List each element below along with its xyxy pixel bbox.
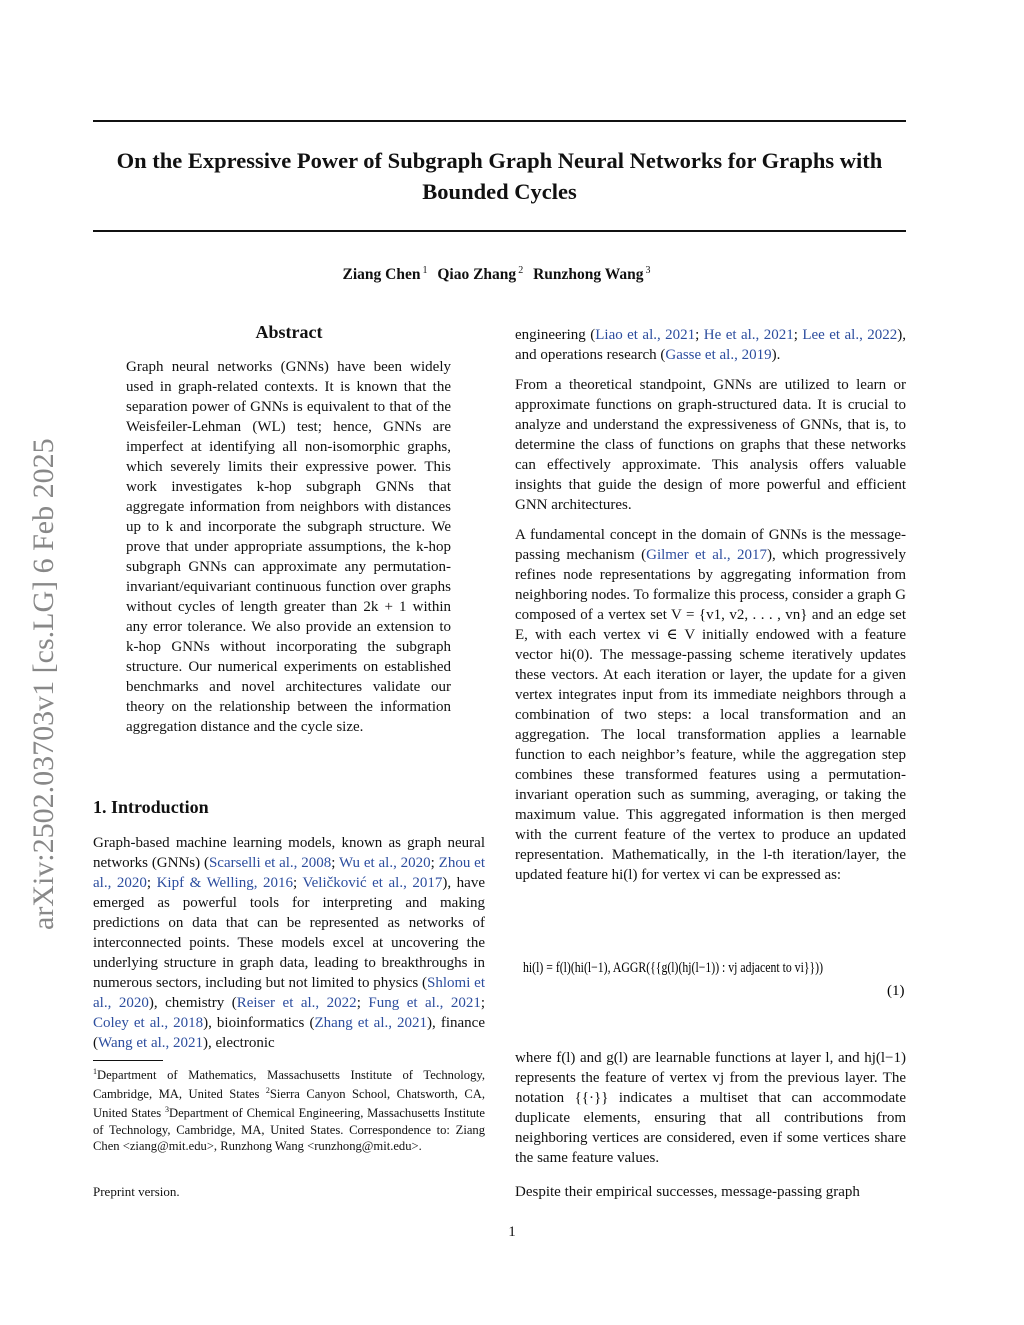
abstract-text: Graph neural networks (GNNs) have been widely used in graph-related contexts. It is known that the separation power of GNNs is equivalent to that of the Weisfeiler-Lehman (WL) test; hence, GNNs are imperfect at identifying all non-isomorphic graphs, which severely limits their expressive power. This work investigates k-hop subgraph GNNs that aggregate information from neighbors with distances up to k and incorporate the subgraph structure. We prove that under appropriate assumptions, the k-hop subgraph GNNs can approximate any permutation-invariant/equivariant continuous function over graphs without cycles of length greater than 2k + 1 within any error tolerance. We also provide an extension to k-hop GNNs without incorporating the subgraph structure. Our numerical experiments on established benchmarks and novel architectures validate our theory on the relationship between the information aggregation distance and the cycle size. xyxy=(126,359,451,735)
text-span: ), have emerged as powerful tools for interpreting and making predictions on data that can be represented as networks of interconnected points. These models excel at uncovering the underlying structure in graph data, leading to breakthroughs in numerous sectors, including but not limited to physics ( xyxy=(93,875,485,991)
author-affiliation: 1 xyxy=(422,265,428,276)
page-number: 1 xyxy=(508,1224,516,1240)
text-span: ), bioinformatics ( xyxy=(203,1015,315,1031)
citation-link[interactable]: Wang et al., 2021 xyxy=(98,1035,204,1051)
text-span: ), chemistry ( xyxy=(148,995,237,1011)
equation-1 xyxy=(515,950,906,1045)
text-span: A fundamental concept in the domain of GNNs is the message-passing mechanism ( xyxy=(515,527,906,563)
citation-link[interactable]: Scarselli et al., 2008 xyxy=(208,855,332,871)
affiliation-footnote: $^1$Department of Mathematics, Massachusetts Institute of Technology, Cambridge, MA, United States $^2$Sierra Canyon School, Chatsworth, CA, United States $^3$Department of Chemical Engineering, Massachusetts Institute of Technology, Cambridge, MA, United States. Correspondence to: Ziang Chen <ziang@mit.edu>, Runzhong Wang <runzhong@mit.edu>. xyxy=(93,1067,485,1153)
citation-link[interactable]: Kipf & Welling, 2016 xyxy=(156,875,293,891)
text-span: ), which progressively refines node representations by aggregating information from neighboring nodes. To formalize this process, consider a graph G composed of a vertex set V = {v1, v2, . . . , vn} and an edge set E, with each vertex vi ∈ V initially endowed with a feature vector hi(0). The message-passing scheme iteratively updates these vectors. At each iteration or layer, the update for a given vertex integrates input from its immediate neighbors through a combination of two steps: a local transformation and an aggregation. The local transformation applies a learnable function to each neighbor’s feature, while the aggregation step combines these transformed features using a permutation-invariant operation such as summing, averaging, or taking the maximum value. This aggregated information is then merged with the current feature of the vertex to produce an updated representation. Mathematically, in the l-th iteration/layer, the updated feature hi(l) for vertex vi can be expressed as: xyxy=(515,547,907,883)
paragraph-text: From a theoretical standpoint, GNNs are utilized to learn or approximate functions on graph-structured data. It is crucial to analyze and understand the expressiveness of GNNs, that is, to determine the class of functions on graphs that these networks can effectively approximate. This analysis offers valuable insights that guide the design of more powerful and efficient GNN architectures. xyxy=(515,377,906,513)
preprint-note: Preprint version. xyxy=(93,1184,180,1199)
author-affiliation: 2 xyxy=(518,265,524,276)
citation-link[interactable]: Liao et al., 2021 xyxy=(595,327,696,343)
footnote-text: Department of Chemical Engineering, Massachusetts Institute of Technology, Cambridge, MA, United States. Correspondence to: Ziang Chen <ziang@mit.edu>, Runzhong Wang <runzhong@mit.edu>. xyxy=(93,1106,485,1153)
paper-title: On the Expressive Power of Subgraph Graph Neural Networks for Graphs with Bounded Cycles xyxy=(116,148,883,204)
citation-link[interactable]: Gasse et al., 2019 xyxy=(665,347,772,363)
text-span: Graph-based machine learning models, known as graph neural networks (GNNs) ( xyxy=(93,835,485,871)
author-name: Ziang Chen xyxy=(342,266,421,284)
citation-link[interactable]: Gilmer et al., 2017 xyxy=(646,547,767,563)
right-paragraph-0: engineering (Liao et al., 2021; He et al., 2021; Lee et al., 2022), and operations research (Gasse et al., 2019). xyxy=(515,327,906,363)
citation-link[interactable]: Fung et al., 2021 xyxy=(368,995,481,1011)
author-affiliation: 3 xyxy=(645,265,651,276)
citation-link[interactable]: Shlomi et al., 2020 xyxy=(93,975,486,1011)
equation-graphic xyxy=(515,950,906,1045)
author-name: Qiao Zhang xyxy=(437,266,517,284)
author-list xyxy=(93,265,906,284)
introduction-paragraph: Graph-based machine learning models, known as graph neural networks (GNNs) (Scarselli et al., 2008; Wu et al., 2020; Zhou et al., 2020; Kipf & Welling, 2016; Veličković et al., 2017), have emerged as powerful tools for interpreting and making predictions on data that can be represented as networks of interconnected points. These models excel at uncovering the underlying structure in graph data, leading to breakthroughs in numerous sectors, including but not limited to physics (Shlomi et al., 2020), chemistry (Reiser et al., 2022; Fung et al., 2021; Coley et al., 2018), bioinformatics (Zhang et al., 2021), finance (Wang et al., 2021), electronic xyxy=(93,835,486,1051)
right-paragraph-4 xyxy=(515,1182,906,1202)
paragraph-text: where f(l) and g(l) are learnable functions at layer l, and hj(l−1) represents the feature of vertex vj from the previous layer. The notation {{·}} indicates a multiset that can accommodate duplicate elements, ensuring that all contributions from neighboring vertices are considered, even if some vertices share the same feature values. xyxy=(515,1050,906,1166)
title-top-rule xyxy=(93,120,906,122)
citation-link[interactable]: Coley et al., 2018 xyxy=(93,1015,204,1031)
citation-link[interactable]: Zhou et al., 2020 xyxy=(93,855,485,891)
right-paragraph-2 xyxy=(515,525,906,885)
text-span: engineering ( xyxy=(515,327,596,343)
author-name: Runzhong Wang xyxy=(533,266,644,284)
footnote-rule xyxy=(93,1060,163,1061)
right-paragraph-3 xyxy=(515,1048,906,1168)
citation-link[interactable]: Veličković et al., 2017 xyxy=(302,875,443,891)
abstract-heading: Abstract xyxy=(255,322,323,342)
citation-link[interactable]: Wu et al., 2020 xyxy=(338,855,431,871)
citation-link[interactable]: Zhang et al., 2021 xyxy=(314,1015,428,1031)
paragraph-text: Despite their empirical successes, message-passing graph xyxy=(515,1184,860,1200)
footnote-text: Sierra Canyon School, Chatsworth, CA, United States xyxy=(93,1087,485,1121)
text-span: ). xyxy=(771,347,781,363)
citation-link[interactable]: He et al., 2021 xyxy=(703,327,794,343)
equation-number: (1) xyxy=(887,983,905,999)
footnote-text: Department of Mathematics, Massachusetts Institute of Technology, Cambridge, MA, United States xyxy=(93,1068,485,1102)
abstract-body xyxy=(126,357,451,737)
arxiv-identifier: arXiv:2502.03703v1 [cs.LG] 6 Feb 2025 xyxy=(27,438,60,930)
section-heading-introduction: 1. Introduction xyxy=(93,797,209,817)
equation-text: hi(l) = f(l)(hi(l−1), AGGR({{g(l)(hj(l−1)) : vj adjacent to vi}})) xyxy=(523,960,823,976)
citation-link[interactable]: Reiser et al., 2022 xyxy=(236,995,357,1011)
text-span: ), electronic xyxy=(203,1035,275,1051)
text-span: ), and operations research ( xyxy=(515,327,906,363)
title-bottom-rule xyxy=(93,230,906,232)
citation-link[interactable]: Lee et al., 2022 xyxy=(802,327,898,343)
right-paragraph-1 xyxy=(515,375,906,515)
text-span: ), finance ( xyxy=(93,1015,485,1051)
